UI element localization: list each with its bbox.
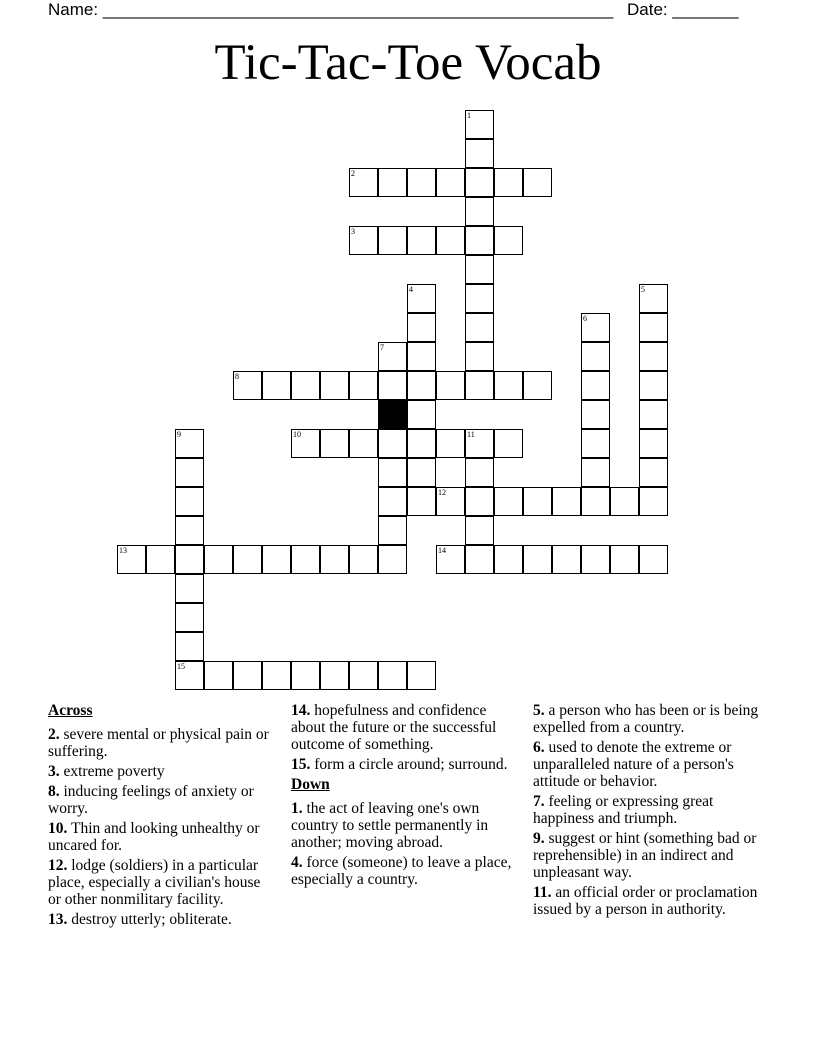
clue-number: 14.	[291, 702, 311, 719]
grid-cell[interactable]	[465, 342, 494, 371]
black-square	[378, 400, 407, 429]
grid-cell[interactable]	[407, 429, 436, 458]
grid-cell[interactable]	[349, 226, 378, 255]
clue-number: 10.	[48, 820, 68, 837]
clue-text: lodge (soldiers) in a particular place, especially a civilian's house or other nonmilitary facility.	[48, 857, 261, 908]
clue-down-4	[291, 854, 519, 888]
grid-cell[interactable]	[175, 603, 204, 632]
grid-cell[interactable]	[581, 313, 610, 342]
grid-cell[interactable]	[407, 284, 436, 313]
grid-cell[interactable]	[523, 545, 552, 574]
grid-cell[interactable]	[175, 574, 204, 603]
clue-across-12	[48, 857, 276, 908]
grid-cell[interactable]	[494, 371, 523, 400]
grid-cell[interactable]	[494, 226, 523, 255]
name-field-label: Name: ______________________________________________________	[48, 0, 614, 19]
grid-cell[interactable]	[610, 487, 639, 516]
clue-number: 3.	[48, 763, 60, 780]
grid-cell[interactable]	[320, 661, 349, 690]
grid-cell[interactable]	[175, 429, 204, 458]
grid-cell[interactable]	[465, 429, 494, 458]
grid-cell[interactable]	[146, 545, 175, 574]
clue-number: 8.	[48, 783, 60, 800]
grid-cell[interactable]	[291, 429, 320, 458]
grid-cell[interactable]	[349, 371, 378, 400]
clue-text: a person who has been or is being expelled from a country.	[533, 702, 759, 736]
cell-number: 8	[235, 372, 239, 381]
cell-number: 3	[351, 227, 355, 236]
grid-cell[interactable]	[407, 487, 436, 516]
clue-text: the act of leaving one's own country to settle permanently in another; moving abroad.	[291, 800, 489, 851]
grid-cell[interactable]	[523, 168, 552, 197]
clue-number: 5.	[533, 702, 545, 719]
grid-cell[interactable]	[378, 226, 407, 255]
grid-cell[interactable]	[407, 458, 436, 487]
grid-cell[interactable]	[291, 661, 320, 690]
grid-cell[interactable]	[581, 400, 610, 429]
grid-cell[interactable]	[378, 342, 407, 371]
cell-number: 9	[177, 430, 181, 439]
grid-cell[interactable]	[378, 545, 407, 574]
grid-cell[interactable]	[639, 371, 668, 400]
grid-cell[interactable]	[320, 429, 349, 458]
grid-cell[interactable]	[639, 458, 668, 487]
clue-across-2	[48, 726, 276, 760]
clue-text: an official order or proclamation issued by a person in authority.	[533, 884, 758, 918]
clue-text: form a circle around; surround.	[314, 756, 508, 773]
grid-cell[interactable]	[581, 371, 610, 400]
grid-cell[interactable]	[378, 458, 407, 487]
clue-text: severe mental or physical pain or suffering.	[48, 726, 269, 760]
date-field-label: Date: _______	[627, 0, 739, 19]
grid-cell[interactable]	[465, 110, 494, 139]
grid-cell[interactable]	[204, 661, 233, 690]
down-heading: Down	[291, 776, 330, 793]
grid-cell[interactable]	[233, 661, 262, 690]
grid-cell[interactable]	[407, 226, 436, 255]
grid-cell[interactable]	[320, 371, 349, 400]
grid-cell[interactable]	[639, 400, 668, 429]
grid-cell[interactable]	[262, 661, 291, 690]
across-heading: Across	[48, 702, 93, 719]
clue-number: 6.	[533, 739, 545, 756]
clue-down-6	[533, 739, 761, 790]
grid-cell[interactable]	[407, 661, 436, 690]
clue-number: 15.	[291, 756, 311, 773]
clue-number: 13.	[48, 911, 68, 928]
grid-cell[interactable]	[552, 545, 581, 574]
grid-cell[interactable]	[349, 661, 378, 690]
cell-number: 2	[351, 169, 355, 178]
clue-text: destroy utterly; obliterate.	[71, 911, 232, 928]
grid-cell[interactable]	[494, 429, 523, 458]
grid-cell[interactable]	[436, 371, 465, 400]
grid-cell[interactable]	[378, 516, 407, 545]
grid-cell[interactable]	[465, 168, 494, 197]
cell-number: 1	[467, 111, 471, 120]
clue-text: extreme poverty	[63, 763, 165, 780]
clue-text: suggest or hint (something bad or reprehensible) in an indirect and unpleasant way.	[533, 830, 757, 881]
grid-cell[interactable]	[378, 429, 407, 458]
cell-number: 7	[380, 343, 384, 352]
grid-cell[interactable]	[639, 545, 668, 574]
grid-cell[interactable]	[436, 226, 465, 255]
grid-cell[interactable]	[465, 255, 494, 284]
cell-number: 11	[467, 430, 475, 439]
grid-cell[interactable]	[494, 545, 523, 574]
grid-cell[interactable]	[349, 429, 378, 458]
grid-cell[interactable]	[233, 371, 262, 400]
cell-number: 13	[119, 546, 127, 555]
cell-number: 15	[177, 662, 185, 671]
clue-number: 2.	[48, 726, 60, 743]
clue-text: force (someone) to leave a place, especially a country.	[291, 854, 512, 888]
grid-cell[interactable]	[233, 545, 262, 574]
grid-cell[interactable]	[436, 545, 465, 574]
grid-cell[interactable]	[204, 545, 233, 574]
grid-cell[interactable]	[349, 168, 378, 197]
grid-cell[interactable]	[378, 168, 407, 197]
grid-cell[interactable]	[581, 545, 610, 574]
cell-number: 12	[438, 488, 446, 497]
grid-cell[interactable]	[523, 487, 552, 516]
grid-cell[interactable]	[465, 516, 494, 545]
clue-across-14	[291, 702, 519, 753]
grid-cell[interactable]	[581, 429, 610, 458]
grid-cell[interactable]	[320, 545, 349, 574]
grid-cell[interactable]	[494, 168, 523, 197]
clue-number: 4.	[291, 854, 303, 871]
clue-across-13	[48, 911, 276, 928]
cell-number: 5	[641, 285, 645, 294]
grid-cell[interactable]	[175, 545, 204, 574]
grid-cell[interactable]	[407, 371, 436, 400]
grid-cell[interactable]	[465, 545, 494, 574]
grid-cell[interactable]	[465, 313, 494, 342]
grid-cell[interactable]	[523, 371, 552, 400]
grid-cell[interactable]	[175, 458, 204, 487]
clue-number: 7.	[533, 793, 545, 810]
cell-number: 10	[293, 430, 301, 439]
grid-cell[interactable]	[436, 429, 465, 458]
grid-cell[interactable]	[175, 516, 204, 545]
cell-number: 6	[583, 314, 587, 323]
grid-cell[interactable]	[436, 487, 465, 516]
grid-cell[interactable]	[175, 487, 204, 516]
clue-number: 1.	[291, 800, 303, 817]
grid-cell[interactable]	[407, 168, 436, 197]
grid-cell[interactable]	[465, 487, 494, 516]
grid-cell[interactable]	[465, 226, 494, 255]
grid-cell[interactable]	[407, 313, 436, 342]
grid-cell[interactable]	[262, 545, 291, 574]
grid-cell[interactable]	[465, 284, 494, 313]
clue-number: 11.	[533, 884, 552, 901]
grid-cell[interactable]	[552, 487, 581, 516]
grid-cell[interactable]	[465, 139, 494, 168]
clue-text: Thin and looking unhealthy or uncared for.	[48, 820, 260, 854]
puzzle-title: Tic-Tac-Toe Vocab	[214, 35, 602, 91]
grid-cell[interactable]	[262, 371, 291, 400]
grid-cell[interactable]	[581, 342, 610, 371]
clue-down-1	[291, 800, 519, 851]
grid-cell[interactable]	[378, 661, 407, 690]
clue-down-5	[533, 702, 761, 736]
grid-cell[interactable]	[407, 342, 436, 371]
grid-cell[interactable]	[349, 545, 378, 574]
grid-cell[interactable]	[494, 487, 523, 516]
clue-across-15	[291, 756, 519, 773]
clues-column-2	[291, 702, 519, 891]
cell-number: 14	[438, 546, 446, 555]
grid-cell[interactable]	[436, 168, 465, 197]
clue-across-10	[48, 820, 276, 854]
grid-cell[interactable]	[639, 487, 668, 516]
grid-cell[interactable]	[465, 197, 494, 226]
grid-cell[interactable]	[175, 632, 204, 661]
clue-text: inducing feelings of anxiety or worry.	[48, 783, 254, 817]
grid-cell[interactable]	[581, 487, 610, 516]
grid-cell[interactable]	[639, 342, 668, 371]
clue-text: hopefulness and confidence about the future or the successful outcome of something.	[291, 702, 497, 753]
clue-number: 12.	[48, 857, 68, 874]
clue-down-11	[533, 884, 761, 918]
grid-cell[interactable]	[407, 400, 436, 429]
clues-column-1	[48, 702, 276, 931]
grid-cell[interactable]	[639, 313, 668, 342]
grid-cell[interactable]	[639, 429, 668, 458]
grid-cell[interactable]	[378, 487, 407, 516]
clue-across-3	[48, 763, 276, 780]
grid-cell[interactable]	[378, 371, 407, 400]
clue-text: used to denote the extreme or unparalleled nature of a person's attitude or behavior.	[533, 739, 734, 790]
grid-cell[interactable]	[291, 371, 320, 400]
grid-cell[interactable]	[465, 371, 494, 400]
grid-cell[interactable]	[465, 458, 494, 487]
grid-cell[interactable]	[639, 284, 668, 313]
clue-down-9	[533, 830, 761, 881]
grid-cell[interactable]	[291, 545, 320, 574]
grid-cell[interactable]	[610, 545, 639, 574]
clue-down-7	[533, 793, 761, 827]
grid-cell[interactable]	[117, 545, 146, 574]
grid-cell[interactable]	[581, 458, 610, 487]
clue-across-8	[48, 783, 276, 817]
clue-number: 9.	[533, 830, 545, 847]
clues-column-3	[533, 702, 761, 921]
grid-cell[interactable]	[175, 661, 204, 690]
clue-text: feeling or expressing great happiness and triumph.	[533, 793, 714, 827]
cell-number: 4	[409, 285, 413, 294]
